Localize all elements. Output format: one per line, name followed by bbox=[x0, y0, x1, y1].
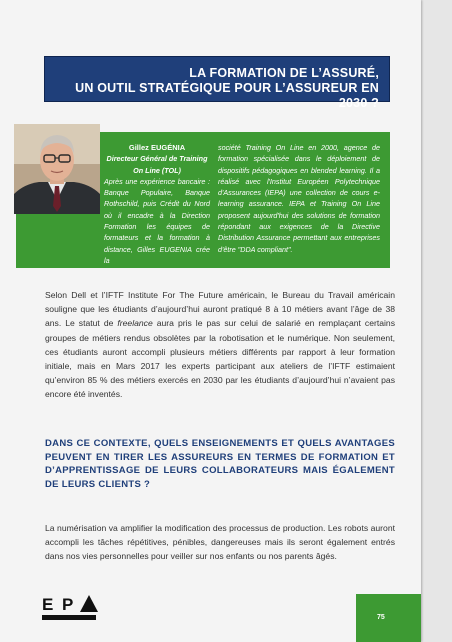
article-paragraph-1 bbox=[45, 288, 395, 402]
section-title-line-1: LA FORMATION DE L’ASSURÉ, bbox=[189, 66, 379, 80]
article-paragraph-2: La numérisation va amplifier la modification des processus de production. Les robots auront accompli les tâches répétitives, pénibles, dangereuses mais ils seront également entrés dans nos vies personnelles pour veiller sur nos enfants ou nos parents âgés. bbox=[45, 523, 395, 562]
profile-name: Gillez EUGÉNIA bbox=[128, 143, 186, 152]
profile-role: Directeur Général de Training On Line (TOL) bbox=[106, 154, 208, 175]
profile-bio-part-1: Après une expérience bancaire : Banque Populaire, Banque Rothschild, puis Crédit du Nord où il encadre à la Direction Formation les équipes de formateurs et la formation à distance, Gilles EUGENIA crée la bbox=[104, 176, 210, 265]
portrait-photo bbox=[14, 124, 100, 214]
portrait-illustration bbox=[14, 124, 100, 214]
profile-column-1 bbox=[104, 142, 210, 266]
article-question-heading: DANS CE CONTEXTE, QUELS ENSEIGNEMENTS ET QUELS AVANTAGES PEUVENT EN TIRER LES ASSUREURS EN TERMES DE FORMATION ET D’APPRENTISSAGE DE LEURS COLLABORATEURS MAIS ÉGALEMENT DE LEURS CLIENTS ? bbox=[45, 438, 395, 490]
section-title-banner bbox=[44, 56, 390, 110]
section-title-line-2: UN OUTIL STRATÉGIQUE POUR L’ASSUREUR EN 2030 ? bbox=[75, 81, 379, 110]
section-title bbox=[45, 66, 379, 111]
paragraph-1-text-a: Selon Dell et l’IFTF Institute For The Future américain, le Bureau du Travail américain souligne que les étudiants d’aujourd’hui auront pratiqué 8 à 10 métiers avant l’âge de 38 ans. Le statut de bbox=[45, 290, 395, 329]
epa-logo bbox=[42, 593, 96, 623]
page-number: 75 bbox=[377, 614, 385, 621]
page-number-tab bbox=[356, 594, 421, 642]
paragraph-1-emphasis: freelance bbox=[117, 318, 153, 329]
logo-letters: E P bbox=[42, 595, 76, 614]
paragraph-1-text-b: aura pris le pas sur celui de salarié en remplaçant certains groupes de métiers rendus obsolètes par la robotisation et le numérique. Non seulement, ces étudiants auront accompli plusieurs métiers différents par rapport à leur formation initiale, mais en Mars 2017 les experts participant aux ateliers de l’IFTF estimaient qu’environ 85 % des métiers exercés en 2030 par les étudiants d’aujourd’hui n’avaient pas encore été inventés. bbox=[45, 318, 395, 400]
logo-tagline-bar bbox=[42, 615, 96, 620]
profile-bio-part-2: société Training On Line en 2000, agence de formation spécialisée dans le déploiement de dispositifs pédagogiques en blended learning. Il a réalisé avec l'Institut Européen Polytechnique d'Assurances (IEPA) une collection de cours e-learning assurance. IEPA et Training On Line proposent aujourd'hui des solutions de formation répondant aux exigences de la Directive Distribution Assurance permettant aux entreprises d'être "DDA compliant". bbox=[218, 143, 380, 254]
logo-triangle-icon bbox=[80, 595, 98, 612]
